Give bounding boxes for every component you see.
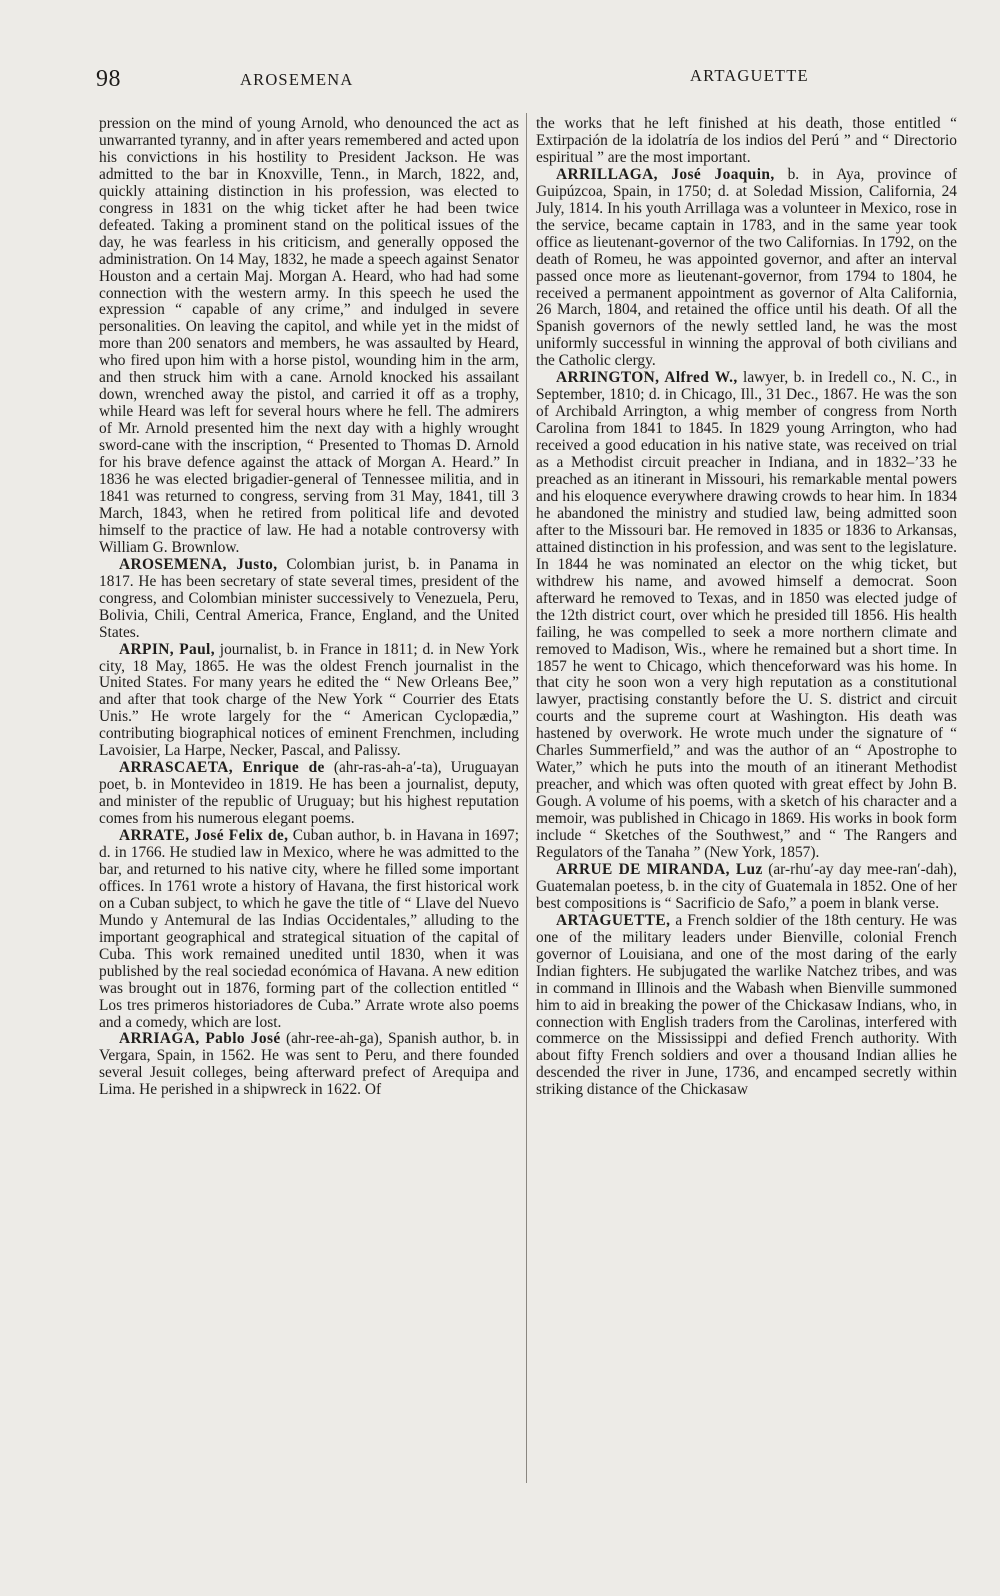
entry-headword: ARRILLAGA, José Joaquin, (556, 165, 775, 183)
entry-paragraph (536, 862, 957, 913)
entry-paragraph (536, 116, 957, 167)
column-divider (526, 113, 527, 1483)
entry-text: Cuban author, b. in Havana in 1697; d. in 1766. He studied law in Mexico, where he was admitted to the bar, and returned to his native city, where he filled some important offices. In 1761 wrote a history of Havana, the first historical work on a Cuban subject, to which he gave the title of “ Llave del Nuevo Mundo y Antemural de las Indias Occidentales,” alluding to the important geographical and strategical situation of the capital of Cuba. This work remained unedited until 1830, when it was published by the real sociedad económica of Havana. A new edition was brought out in 1876, forming part of the collection entitled “ Los tres primeros historiadores de Cuba.” Arrate wrote also poems and a comedy, which are lost. (99, 827, 519, 1031)
entry-text: b. in Aya, province of Guipúzcoa, Spain, in 1750; d. at Soledad Mission, California, 24 July, 1814. In his youth Arrillaga was a volunteer in Mexico, rose in the service, became captain in 1783, and in the same year took office as lieutenant-governor of the two Californias. In 1792, on the death of Romeu, he was appointed governor, and after an interval passed once more as lieutenant-governor, from 1794 to 1804, he received a permanent appointment as governor of Alta California, 26 March, 1804, and retained the office until his death. Of all the Spanish governors of the newly settled land, he was the most uniformly successful in winning the approval of both civilians and the Catholic clergy. (536, 165, 957, 370)
entry-paragraph (99, 557, 519, 642)
entry-paragraph (99, 828, 519, 1031)
entry-paragraph (536, 370, 957, 862)
entry-paragraph (536, 167, 957, 370)
entry-paragraph (536, 913, 957, 1099)
entry-text: the works that he left finished at his death, those entitled “ Extirpación de la idolatría de los indios del Perú ” and “ Directorio espiritual ” are the most important. (536, 115, 957, 166)
entry-text: (ahr-ras-ah-a′-ta), Uruguayan poet, b. in Montevideo in 1819. He has been a journalist, deputy, and minister of the republic of Uruguay; but his highest reputation comes from his numerous elegant poems. (99, 759, 519, 828)
entry-headword: ARPIN, Paul, (119, 640, 215, 658)
entry-headword: AROSEMENA, Justo, (119, 555, 278, 573)
page-header (0, 66, 1000, 96)
running-head-left: AROSEMENA (240, 70, 354, 89)
entry-paragraph (99, 760, 519, 828)
left-column (99, 116, 519, 1099)
entry-text: lawyer, b. in Iredell co., N. C., in September, 1810; d. in Chicago, Ill., 31 Dec., 1867. He was the son of Archibald Arrington, a whig member of congress from North Carolina from 1841 to 1845. In 1829 young Arrington, who had received a good education in his native state, was received on trial as a Methodist circuit preacher in Indiana, and in 1832–’33 he preached as an itinerant in Missouri, his remarkable mental powers and his eloquence everywhere drawing crowds to hear him. In 1834 he abandoned the ministry and studied law, being admitted soon after to the Missouri bar. He removed in 1835 or 1836 to Arkansas, attained distinction in his profession, and was sent to the legislature. In 1844 he was nominated an elector on the whig ticket, but withdrew his name, and avowed himself a democrat. Soon afterward he removed to Texas, and in 1850 was elected judge of the 12th district court, over which he presided till 1856. His health failing, he was compelled to seek a more northern climate and removed to Madison, Wis., where he remained but a short time. In 1857 he went to Chicago, which thenceforward was his home. In that city he soon won a very high reputation as a constitutional lawyer, practising constantly before the U. S. district and circuit courts and the supreme court at Washington. His death was hastened by overwork. He wrote much under the signature of “ Charles Summerfield,” and was the author of an “ Apostrophe to Water,” which he puts into the mouth of an itinerant Methodist preacher, and which was often quoted with great effect by John B. Gough. A volume of his poems, with a sketch of his character and a memoir, was published in Chicago in 1869. His works in book form include “ Sketches of the Southwest,” and “ The Rangers and Regulators of the Tanaha ” (New York, 1857). (536, 369, 957, 861)
entry-headword: ARTAGUETTE, (556, 911, 671, 929)
running-head-right: ARTAGUETTE (690, 66, 809, 85)
entry-text: (ahr-ree-ah-ga), Spanish author, b. in Vergara, Spain, in 1562. He was sent to Peru, and there founded several Jesuit colleges, being afterward prefect of Arequipa and Lima. He perished in a shipwreck in 1622. Of (99, 1030, 520, 1099)
entry-text: Colombian jurist, b. in Panama in 1817. He has been secretary of state several times, president of the congress, and Colombian minister successively to Venezuela, Peru, Bolivia, Chili, Central America, France, England, and the United States. (99, 555, 519, 641)
entry-text: pression on the mind of young Arnold, who denounced the act as unwarranted tyranny, and in after years remembered and acted upon his convictions in his hostility to President Jackson. He was admitted to the bar in Knoxville, Tenn., in March, 1822, and, quickly attaining distinction in his profession, was elected to congress in 1831 on the whig ticket after he had been twice defeated. Taking a prominent stand on the political issues of the day, he was fearless in his criticism, and generally opposed the administration. On 14 May, 1832, he made a speech against Senator Houston and a certain Maj. Morgan A. Heard, who had had some connection with the western army. In this speech he used the expression “ capable of any crime,” and indulged in severe personalities. On leaving the capitol, and while yet in the midst of more than 200 senators and members, he was assaulted by Heard, who fired upon him with a horse pistol, wounding him in the arm, and then struck him with a cane. Arnold knocked his assailant down, wrenched away the pistol, and carried it off as a trophy, while Heard was left for several hours where he fell. The admirers of Mr. Arnold presented him the next day with a highly wrought sword-cane with the inscription, “ Presented to Thomas D. Arnold for his brave defence against the attack of Morgan A. Heard.” In 1836 he was elected brigadier-general of Tennessee militia, and in 1841 was returned to congress, serving from 31 May, 1841, till 3 March, 1843, when he retired from political life and devoted himself to the practice of law. He had a notable controversy with William G. Brownlow. (99, 115, 519, 556)
right-column (536, 116, 957, 1099)
entry-paragraph (99, 642, 519, 761)
entry-paragraph (99, 116, 519, 557)
entry-headword: ARRASCAETA, Enrique de (119, 759, 325, 777)
entry-headword: ARRATE, José Felix de, (119, 827, 289, 845)
entry-headword: ARRINGTON, Alfred W., (556, 369, 738, 387)
page-number: 98 (96, 66, 121, 92)
entry-text: journalist, b. in France in 1811; d. in New York city, 18 May, 1865. He was the oldest French journalist in the United States. For many years he edited the “ New Orleans Bee,” and after that took charge of the New York “ Courrier des Etats Unis.” He wrote largely for the “ American Cyclopædia,” contributing biographical notices of eminent Frenchmen, including Lavoisier, La Harpe, Necker, Pascal, and Palissy. (99, 640, 519, 760)
entry-paragraph (99, 1031, 519, 1099)
entry-headword: ARRUE DE MIRANDA, Luz (556, 860, 763, 878)
entry-text: a French soldier of the 18th century. He was one of the military leaders under Bienville, colonial French governor of Louisiana, and one of the most daring of the early Indian fighters. He subjugated the warlike Natchez tribes, and was in command in Illinois and the Wabash when Bienville summoned him to aid in breaking the power of the Chickasaw Indians, who, in connection with English traders from the Carolinas, interfered with commerce on the Mississippi and defied French authority. With about fifty French soldiers and over a thousand Indian allies he descended the river in June, 1736, and encamped secretly within striking distance of the Chickasaw (536, 911, 957, 1099)
entry-headword: ARRIAGA, Pablo José (119, 1030, 281, 1048)
entry-text: (ar-rhu′-ay day mee-ran′-dah), Guatemalan poetess, b. in the city of Guatemala in 1852. One of her best compositions is “ Sacrificio de Safo,” a poem in blank verse. (536, 860, 957, 912)
